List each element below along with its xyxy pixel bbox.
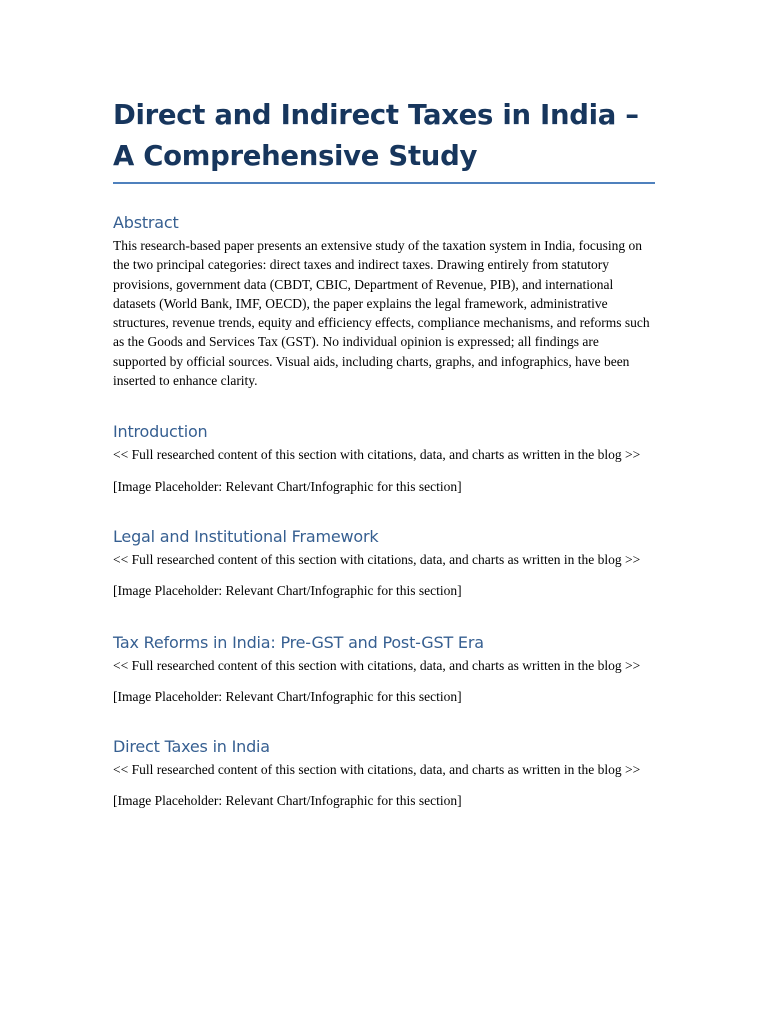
- image-placeholder: [Image Placeholder: Relevant Chart/Infographic for this section]: [113, 688, 462, 704]
- image-placeholder: [Image Placeholder: Relevant Chart/Infographic for this section]: [113, 793, 462, 809]
- section-legal-framework: [113, 526, 655, 601]
- document-page: [113, 95, 655, 811]
- document-title: Direct and Indirect Taxes in India – A Comprehensive Study: [113, 99, 639, 172]
- abstract-body: This research-based paper presents an extensive study of the taxation system in India, focusing on the two principal categories: direct taxes and indirect taxes. Drawing entirely from statutory provisions, government data (CBDT, CBIC, Department of Revenue, PIB), and international datasets (World Bank, IMF, OECD), the paper explains the legal framework, administrative structures, revenue trends, equity and efficiency effects, compliance mechanisms, and reforms such as the Goods and Services Tax (GST). No individual opinion is expressed; all findings are supported by official sources. Visual aids, including charts, graphs, and infographics, have been inserted to enhance clarity.: [113, 238, 650, 389]
- section-body: << Full researched content of this section with citations, data, and charts as written in the blog >>: [113, 657, 641, 673]
- image-placeholder: [Image Placeholder: Relevant Chart/Infographic for this section]: [113, 583, 462, 599]
- section-heading: Introduction: [113, 422, 208, 442]
- image-placeholder: [Image Placeholder: Relevant Chart/Infographic for this section]: [113, 478, 462, 494]
- abstract-section: [113, 212, 655, 390]
- section-body: << Full researched content of this section with citations, data, and charts as written in the blog >>: [113, 551, 641, 567]
- section-tax-reforms: [113, 632, 655, 707]
- section-introduction: [113, 421, 655, 496]
- title-underline: [113, 182, 655, 184]
- section-heading: Tax Reforms in India: Pre-GST and Post-GST Era: [113, 632, 484, 652]
- section-body: << Full researched content of this section with citations, data, and charts as written in the blog >>: [113, 447, 641, 463]
- section-direct-taxes: [113, 736, 655, 811]
- section-body: << Full researched content of this section with citations, data, and charts as written in the blog >>: [113, 762, 641, 778]
- abstract-heading: Abstract: [113, 213, 179, 232]
- section-heading: Legal and Institutional Framework: [113, 526, 379, 546]
- section-heading: Direct Taxes in India: [113, 737, 270, 757]
